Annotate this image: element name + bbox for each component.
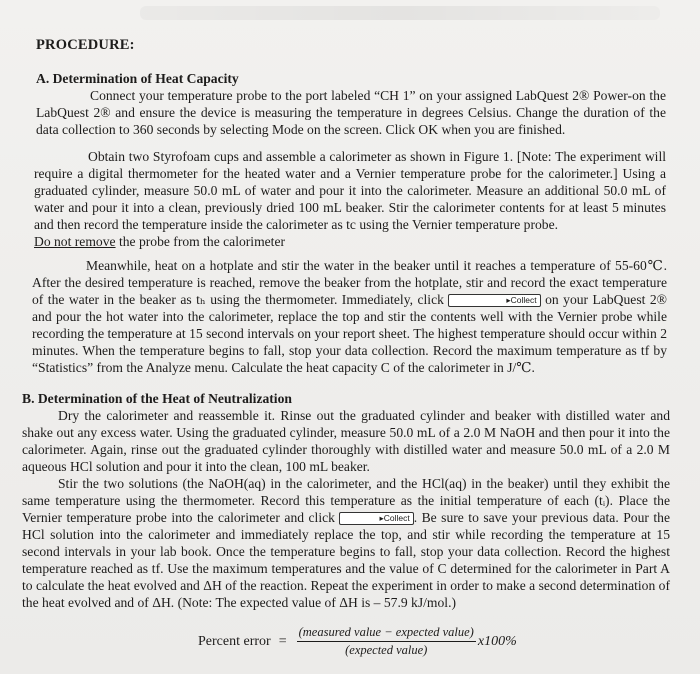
procedure-heading: PROCEDURE: xyxy=(36,37,135,53)
section-a-paragraph-3-block xyxy=(32,257,667,376)
section-a-title: A. Determination of Heat Capacity xyxy=(36,71,239,86)
formula-equals: = xyxy=(278,633,287,649)
do-not-remove-text: Do not remove xyxy=(34,234,116,249)
formula-numerator: (measured value − expected value) xyxy=(297,625,476,642)
section-b-paragraph-2-part1: Stir the two solutions (the NaOH(aq) in the calorimeter, and the HCl(aq) in the beaker) until they exhibit the same temperature using the thermometer. Record this temperature as the initial temperature of each (tᵢ). Place the Vernier temperature probe into the calorimeter and click xyxy=(22,476,670,525)
section-a xyxy=(36,70,666,138)
formula-lhs: Percent error xyxy=(198,633,271,649)
section-a-paragraph-3-part2: on your LabQuest 2® and pour the hot water into the calorimeter, replace the top and stir the contents well with the Vernier probe while recording the temperature at 15 second intervals on your report sheet. The highest temperature should occur within 2 minutes. When the temperature begins to fall, stop your data collection. Record the maximum temperature as tf by “Statistics” from the Analyze menu. Calculate the heat capacity C of the calorimeter in J/℃. xyxy=(32,292,667,375)
section-a-paragraph-3 xyxy=(32,257,667,376)
formula-multiplier: x100% xyxy=(477,633,517,649)
section-a-paragraph-2-block xyxy=(34,148,666,250)
percent-error-formula xyxy=(198,625,517,658)
collect-button-b[interactable]: ▸Collect xyxy=(339,512,413,525)
section-a-paragraph-2-end: the probe from the calorimeter xyxy=(115,234,286,249)
section-a-paragraph-3-part1: Meanwhile, heat on a hotplate and stir the water in the beaker until it reaches a temperature of 55-60℃. After the desired temperature is reached, remove the beaker from the hotplate, stir and record the exact temperature of the water in the beaker as tₕ using the thermometer. Immediately, click xyxy=(32,258,667,307)
formula-denominator: (expected value) xyxy=(345,643,428,657)
bleed-through-shadow xyxy=(140,6,660,20)
collect-button[interactable]: ▸Collect xyxy=(448,294,540,307)
section-a-paragraph-1: Connect your temperature probe to the port labeled “CH 1” on your assigned LabQuest 2® Power-on the LabQuest 2® and ensure the device is measuring the temperature in degrees Celsius. Change the duration of the data collection to 360 seconds by selecting Mode on the screen. Click OK when you are finished. xyxy=(36,88,666,137)
section-b xyxy=(22,390,670,611)
section-b-paragraph-2 xyxy=(22,475,670,611)
section-a-paragraph-2-main: Obtain two Styrofoam cups and assemble a calorimeter as shown in Figure 1. [Note: The experiment will require a digital thermometer for the heated water and a Vernier temperature probe for the calorimeter.] Using a graduated cylinder, measure 50.0 mL of water and pour it into the calorimeter. Measure an additional 50.0 mL of water and pour it into a clean, previously dried 100 mL beaker. Stir the calorimeter contents for at least 5 minutes and then record the temperature inside the calorimeter as tc using the Vernier temperature probe. xyxy=(34,149,666,232)
formula-fraction xyxy=(297,625,476,658)
section-b-paragraph-1: Dry the calorimeter and reassemble it. Rinse out the graduated cylinder and beaker with distilled water and shake out any excess water. Using the graduated cylinder, measure 50.0 mL of a 2.0 M NaOH and then pour it into the calorimeter. Again, rinse out the graduated cylinder thoroughly with distilled water and measure 50.0 mL of a 2.0 M aqueous HCl solution and pour it into the clean, 100 mL beaker. xyxy=(22,408,670,474)
section-b-title: B. Determination of the Heat of Neutralization xyxy=(22,391,292,406)
section-b-paragraph-2-part2: . Be sure to save your previous data. Pour the HCl solution into the calorimeter and immediately replace the top, and stir while recording the temperature at 15 second intervals in your lab book. Once the temperature begins to fall, stop your data collection. Record the highest temperature reached as tf. Use the maximum temperatures and the value of C determined for the calorimeter in Part A to calculate the heat evolved and ΔH of the reaction. Repeat the experiment in order to make a second determination of the heat evolved and of ΔH. (Note: The expected value of ΔH is – 57.9 kJ/mol.) xyxy=(22,510,670,610)
section-a-paragraph-2 xyxy=(34,148,666,250)
